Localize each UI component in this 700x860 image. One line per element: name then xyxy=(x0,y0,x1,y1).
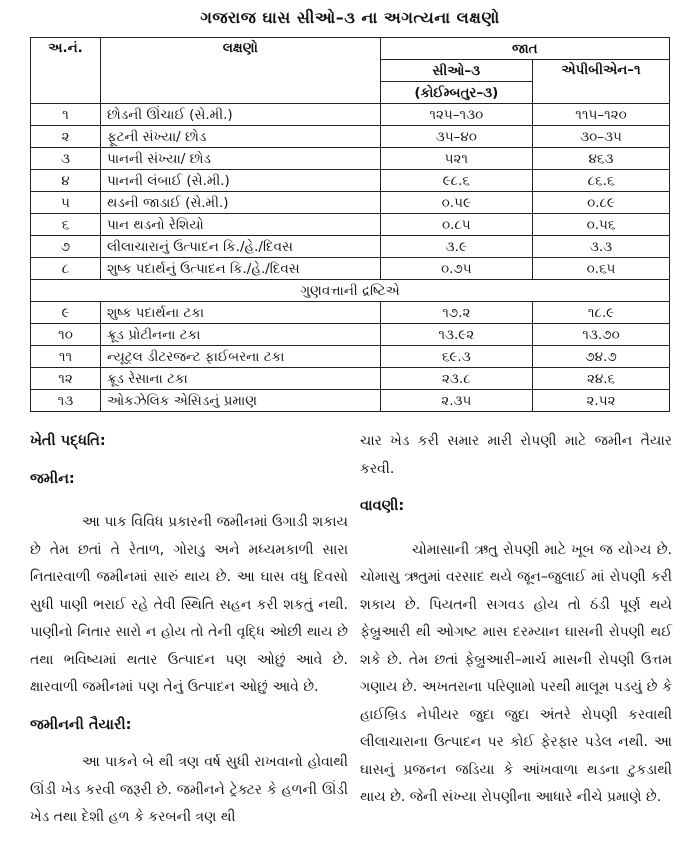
row-number: ૭ xyxy=(31,236,101,258)
row-feature: ફૂટની સંખ્યા/ છોડ xyxy=(100,126,380,148)
land-paragraph: આ પાક વિવિધ પ્રકારની જમીનમાં ઉગાડી શકાય છે તેમ છતાં તે રેતાળ, ગોરાડુ અને મધ્યમકાળી સારા નિતારવાળી જમીનમાં સારું થાય છે. આ ઘાસ વધુ દિવસો સુધી પાણી ભરાઈ રહે તેવી સ્થિતિ સહન કરી શકતું નથી. પાણીનો નિતાર સારો ન હોય તો તેની વૃદ્ધિ ઓછી થાય છે તથા ભવિષ્યમાં થતાર ઉત્પાદન પણ ઓછું આવે છે. ક્ષારવાળી જમીનમાં પણ તેનું ઉત્પાદન ઓછું આવે છે. xyxy=(30,514,348,695)
row-number: ૨ xyxy=(31,126,101,148)
table-row xyxy=(31,192,670,214)
table-row xyxy=(31,170,670,192)
heading-land-preparation: જમીનની તૈયારી: xyxy=(30,716,132,733)
row-feature: પાન થડનો રેશિયો xyxy=(100,214,380,236)
table-row xyxy=(31,368,670,390)
row-number: ૧ xyxy=(31,104,101,126)
document-title: ગજરાજ ઘાસ સીઓ–૩ ના અગત્યના લક્ષણો xyxy=(200,8,500,27)
row-value-apbn1: ૧૧૫–૧૨૦ xyxy=(533,104,670,126)
header-variety2: એપીબીએન–૧ xyxy=(533,60,670,104)
row-number: ૫ xyxy=(31,192,101,214)
row-number: ૪ xyxy=(31,170,101,192)
row-value-co3: ૧૨૫–૧૩૦ xyxy=(380,104,532,126)
header-feature: લક્ષણો xyxy=(100,38,380,104)
row-value-apbn1: ૨૪.૬ xyxy=(533,368,670,390)
row-feature: ક્રૂડ પ્રોટીનના ટકા xyxy=(100,324,380,346)
quality-section-row xyxy=(31,280,670,302)
row-value-co3: ૦.૫૯ xyxy=(380,192,532,214)
row-value-co3: ૧૭.૨ xyxy=(380,302,532,324)
row-feature: છોડની ઊંચાઈ (સે.મી.) xyxy=(100,104,380,126)
row-feature: શુષ્ક પદાર્થનું ઉત્પાદન કિ./હે./દિવસ xyxy=(100,258,380,280)
header-variety1: સીઓ–૩ xyxy=(380,60,532,82)
row-feature: પાનની સંખ્યા/ છોડ xyxy=(100,148,380,170)
sowing-paragraph: ચોમાસાની ઋતુ રોપણી માટે ખૂબ જ યોગ્ય છે. ચોમાસુ ઋતુમાં વરસાદ થયે જૂન–જુલાઈ માં રોપણી કરી શકાય છે. પિયતની સગવડ હોય તો ઠંડી પૂર્ણ થયે ફેબ્રુઆરી થી ઓગષ્ટ માસ દરમ્યાન ઘાસની રોપણી થઈ શકે છે. તેમ છતાં ફેબ્રુઆરી–માર્ચ માસની રોપણી ઉત્તમ ગણાય છે. અખતરાના પરિણામો પરથી માલૂમ પડયું છે કે હાઈબ્રિડ નેપીયર જુદા જુદા અંતરે રોપણી કરવાથી લીલાચારાના ઉત્પાદન પર કોઈ ફેરફાર પડેલ નથી. આ ઘાસનું પ્રજનન જડિયા કે આંખવાળા થડના ટુકડાથી થાય છે. જેની સંખ્યા રોપણીના આધારે નીચે પ્રમાણે છે. xyxy=(360,541,672,805)
row-value-apbn1: ૧૩.૭૦ xyxy=(533,324,670,346)
table-row xyxy=(31,258,670,280)
row-value-co3: ૦.૭૫ xyxy=(380,258,532,280)
characteristics-table xyxy=(30,37,670,412)
table-row xyxy=(31,390,670,412)
row-feature: ક્રૂડ રેસાના ટકા xyxy=(100,368,380,390)
row-value-apbn1: ૩.૩ xyxy=(533,236,670,258)
row-value-co3: ૩૫–૪૦ xyxy=(380,126,532,148)
right-column xyxy=(360,428,672,812)
row-value-co3: ૫૨૧ xyxy=(380,148,532,170)
quality-section-label: ગુણવત્તાની દ્રષ્ટિએ xyxy=(31,280,670,302)
table-row xyxy=(31,126,670,148)
row-feature: લીલાચારાનું ઉત્પાદન કિ./હે./દિવસ xyxy=(100,236,380,258)
row-value-co3: ૬૯.૩ xyxy=(380,346,532,368)
header-variety: જાત xyxy=(380,38,669,60)
land-preparation-continued: ચાર ખેડ કરી સમાર મારી રોપણી માટે જમીન તૈયાર કરવી. xyxy=(360,433,672,477)
row-number: ૧૩ xyxy=(31,390,101,412)
row-value-co3: ૧૩.૯૨ xyxy=(380,324,532,346)
row-feature: પાનની લંબાઈ (સે.મી.) xyxy=(100,170,380,192)
land-preparation-paragraph: આ પાકને બે થી ત્રણ વર્ષ સુધી રાખવાનો હોવાથી ઊંડી ખેડ કરવી જરૂરી છે. જમીનને ટ્રેક્ટર કે હળની ઊંડી ખેડ તથા દેશી હળ કે કરબની ત્રણ થી xyxy=(30,754,348,825)
row-value-apbn1: ૮૬.૬ xyxy=(533,170,670,192)
row-value-apbn1: ૦.૬૫ xyxy=(533,258,670,280)
row-value-apbn1: ૧૮.૯ xyxy=(533,302,670,324)
row-value-co3: ૯૮.૬ xyxy=(380,170,532,192)
heading-cultivation-method: ખેતી પદ્ધતિ: xyxy=(30,433,106,449)
row-number: ૯ xyxy=(31,302,101,324)
table-header-row xyxy=(31,38,670,60)
table-row xyxy=(31,302,670,324)
row-value-co3: ૩.૯ xyxy=(380,236,532,258)
row-number: ૬ xyxy=(31,214,101,236)
row-value-co3: ૨.૩૫ xyxy=(380,390,532,412)
row-feature: ઓકઝેલિક એસિડનું પ્રમાણ xyxy=(100,390,380,412)
row-number: ૧૨ xyxy=(31,368,101,390)
row-value-co3: ૦.૮૫ xyxy=(380,214,532,236)
row-value-apbn1: ૭૪.૭ xyxy=(533,346,670,368)
row-value-apbn1: ૪૬૩ xyxy=(533,148,670,170)
table-row xyxy=(31,104,670,126)
row-value-apbn1: ૦.૫૬ xyxy=(533,214,670,236)
header-variety1-sub: (કોઈમ્બતુર–૩) xyxy=(380,82,532,104)
table-row xyxy=(31,214,670,236)
row-value-co3: ૨૩.૮ xyxy=(380,368,532,390)
row-number: ૮ xyxy=(31,258,101,280)
heading-sowing: વાવણી: xyxy=(360,498,405,514)
left-column xyxy=(30,428,348,832)
row-number: ૧૧ xyxy=(31,346,101,368)
table-row xyxy=(31,324,670,346)
row-value-apbn1: ૩૦–૩૫ xyxy=(533,126,670,148)
row-number: ૧૦ xyxy=(31,324,101,346)
row-feature: ન્યૂટ્રલ ડીટરજન્ટ ફાઈબરના ટકા xyxy=(100,346,380,368)
row-feature: થડની જાડાઈ (સે.મી.) xyxy=(100,192,380,214)
header-sn: અ.નં. xyxy=(31,38,101,104)
heading-land: જમીન: xyxy=(30,470,75,487)
row-value-apbn1: ૨.૫૨ xyxy=(533,390,670,412)
row-value-apbn1: ૦.૮૯ xyxy=(533,192,670,214)
table-row xyxy=(31,236,670,258)
table-row xyxy=(31,346,670,368)
table-row xyxy=(31,148,670,170)
row-number: ૩ xyxy=(31,148,101,170)
row-feature: શુષ્ક પદાર્થના ટકા xyxy=(100,302,380,324)
